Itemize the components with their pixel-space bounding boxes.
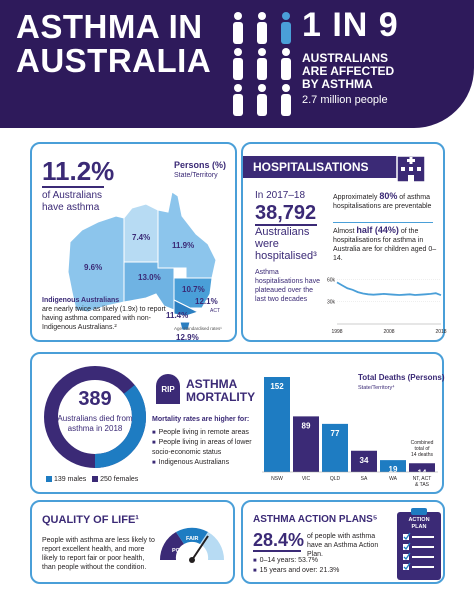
people-count: 2.7 million people — [302, 94, 388, 106]
prevalence-sub-2: have asthma — [42, 202, 100, 213]
hosp-sub-3: hospitalised³ — [255, 250, 317, 262]
deaths-bar-label: 14 — [417, 468, 427, 478]
person-icon — [281, 48, 291, 80]
hosp-sub-2: were — [255, 238, 279, 250]
mortality-title-1: ASTHMA — [186, 377, 238, 391]
hospitalisations-line-chart — [321, 268, 445, 338]
map-label-nt: 7.4% — [132, 233, 151, 242]
hosp-children — [333, 226, 443, 263]
children-post: of the hospitalisations for asthma in Australia are for children aged 0–14. — [333, 228, 437, 262]
deaths-bar-label: 152 — [270, 382, 284, 391]
gauge-icon — [150, 508, 234, 568]
map-label-sa: 13.0% — [138, 273, 161, 282]
rip-text: RIP — [161, 385, 175, 394]
deaths-bar-label: 34 — [359, 455, 369, 465]
person-icon — [281, 84, 291, 116]
hosp-y-tick: 30k — [326, 299, 335, 306]
hospitalisations-card — [241, 142, 445, 342]
mortality-card — [30, 352, 444, 494]
hosp-preventable — [333, 192, 443, 211]
legend-females: 250 females — [100, 476, 139, 483]
tombstone-icon — [154, 374, 182, 404]
deaths-chart-title: Total Deaths (Persons) — [358, 373, 445, 382]
mortality-rates-heading: Mortality rates are higher for: — [152, 416, 250, 423]
prevalence-card — [30, 142, 237, 342]
mortality-rates-list — [152, 428, 258, 468]
ring-legend — [46, 476, 138, 483]
action-plan-item: ■ 15 years and over: 21.3% — [253, 566, 339, 576]
prevalence-percent: 11.2% — [42, 156, 115, 186]
map-label-act: 12.1% — [195, 297, 218, 306]
page-title — [16, 10, 211, 78]
hosp-series-line — [337, 282, 441, 295]
deaths-category-label: NSW — [271, 476, 283, 482]
clipboard-icon — [395, 506, 443, 582]
hosp-sub-1: Australians — [255, 226, 310, 238]
hosp-count: 38,792 — [255, 202, 317, 224]
header-banner — [0, 0, 474, 128]
hosp-y-tick: 60k — [326, 277, 335, 284]
prevent-pre: Approximately — [333, 194, 378, 201]
deaths-category-label: NT, ACT — [412, 476, 432, 482]
children-half: half (44%) — [356, 225, 399, 235]
indigenous-note — [42, 296, 182, 332]
prevent-post: of asthma hospitalisations are preventable — [333, 194, 432, 210]
person-icon — [233, 84, 243, 116]
deaths-category-label: WA — [389, 476, 397, 482]
map-note: Age standardised rates¹ — [174, 326, 222, 331]
mortality-title — [186, 378, 255, 404]
mortality-title-2: MORTALITY — [186, 390, 256, 404]
clipboard-line-1: ACTION — [408, 517, 430, 523]
deaths-bar-label: 89 — [301, 421, 311, 431]
state-label: State/Territory — [174, 172, 218, 179]
mortality-rate-item: ■ People living in areas of lower socio-economic status — [152, 438, 258, 458]
person-icon — [257, 12, 267, 44]
prevent-pct: 80% — [379, 191, 398, 201]
gauge-fair-label: FAIR — [186, 536, 199, 542]
action-plan-item: ■ 0–14 years: 53.7% — [253, 556, 339, 566]
person-icon-grid — [228, 8, 298, 118]
indigenous-heading: Indigenous Australians — [42, 297, 120, 304]
deaths-bar-label: 77 — [330, 428, 340, 438]
affected-line-1: AUSTRALIANS — [302, 51, 388, 65]
action-plan-desc: of people with asthma have an Asthma Action Plan. — [307, 533, 379, 558]
map-qld — [158, 192, 216, 278]
action-plan-title: ASTHMA ACTION PLANS⁵ — [253, 514, 378, 525]
hosp-title: HOSPITALISATIONS — [253, 160, 369, 174]
legend-males-swatch — [46, 476, 52, 482]
person-icon — [257, 48, 267, 80]
person-icon — [233, 48, 243, 80]
ratio-text: 1 IN 9 — [302, 6, 399, 44]
mortality-rate-item: ■ People living in remote areas — [152, 428, 258, 438]
hospital-icon — [393, 148, 429, 184]
hosp-divider — [333, 222, 433, 223]
map-label-act-name: ACT — [210, 308, 220, 314]
deaths-total: 389 — [78, 388, 112, 410]
indigenous-text: are nearly twice as likely (1.9x) to report having asthma compared with non-Indigenous Australians.² — [42, 306, 166, 331]
deaths-bar — [264, 377, 290, 472]
hosp-sub — [255, 226, 327, 262]
person-icon — [257, 84, 267, 116]
legend-females-swatch — [92, 476, 98, 482]
quality-card — [30, 500, 235, 584]
quality-title: QUALITY OF LIFE¹ — [42, 514, 139, 526]
title-line-1: ASTHMA IN — [16, 8, 203, 45]
combined-deaths-note: Combined total of 14 deaths — [410, 440, 434, 458]
hosp-x-tick: 2008 — [383, 329, 395, 335]
hosp-plateau-text: Asthma hospitalisations have plateaued over the last two decades — [255, 269, 320, 303]
action-plan-underline — [253, 550, 301, 552]
title-line-2: AUSTRALIA — [16, 42, 212, 79]
affected-text — [302, 52, 394, 91]
deaths-category-label: SA — [360, 476, 368, 482]
affected-line-3: BY ASTHMA — [302, 77, 373, 91]
action-plan-card — [241, 500, 445, 584]
clipboard-line-2: PLAN — [411, 524, 427, 530]
legend-males: 139 males — [54, 476, 87, 483]
hosp-x-tick: 1998 — [331, 329, 343, 335]
hosp-x-tick: 2018 — [435, 329, 447, 335]
hosp-year: In 2017–18 — [255, 190, 306, 201]
deaths-bar-label: 19 — [388, 465, 398, 475]
map-label-wa: 9.6% — [84, 263, 103, 272]
gauge-poor-label: POOR — [172, 548, 189, 554]
deaths-bar-chart — [258, 368, 445, 492]
map-label-qld: 11.9% — [172, 241, 195, 250]
mortality-rate-item: ■ Indigenous Australians — [152, 458, 258, 468]
deaths-category-label: VIC — [301, 476, 311, 482]
deaths-text: Australians died from asthma in 2018 — [57, 414, 133, 433]
action-plan-percent: 28.4% — [253, 530, 305, 550]
persons-label: Persons (%) — [174, 160, 227, 170]
quality-text: People with asthma are less likely to report excellent health, and more likely to report fair or poor health, than people without the condition. — [42, 537, 155, 571]
deaths-category-label: QLD — [329, 476, 341, 482]
deaths-chart-subtitle: State/Territory⁴ — [358, 385, 395, 391]
action-plan-list — [253, 556, 339, 576]
person-icon — [233, 12, 243, 44]
map-label-vic: 11.4% — [166, 311, 189, 320]
affected-line-2: ARE AFFECTED — [302, 64, 395, 78]
prevalence-sub-1: of Australians — [42, 190, 103, 201]
children-pre: Almost — [333, 228, 355, 235]
map-label-tas: 12.9% — [176, 333, 199, 342]
map-label-nsw: 10.7% — [182, 285, 205, 294]
person-icon — [281, 12, 291, 44]
deaths-category-label: & TAS — [415, 482, 429, 488]
